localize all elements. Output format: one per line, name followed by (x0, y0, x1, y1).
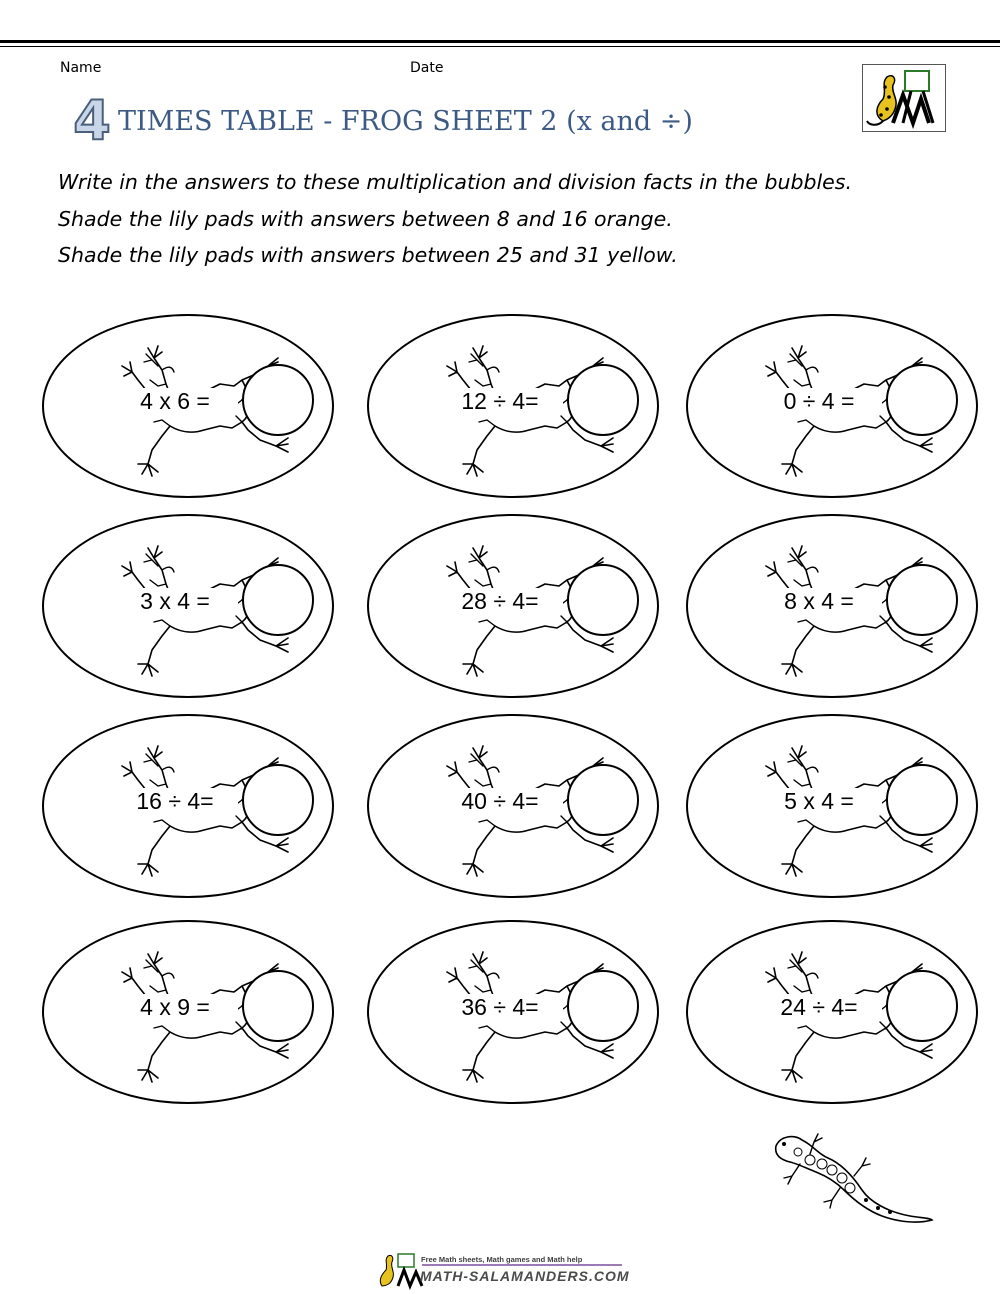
lily-pad[interactable] (367, 920, 659, 1104)
math-fact: 40 ÷ 4= (437, 788, 563, 815)
lily-pad[interactable] (686, 314, 978, 498)
salamander-illustration (770, 1128, 935, 1226)
math-fact: 4 x 6 = (112, 388, 238, 415)
answer-bubble[interactable] (886, 764, 958, 836)
answer-bubble[interactable] (242, 564, 314, 636)
instruction-line: Shade the lily pads with answers between 8 and 16 orange. (58, 206, 673, 231)
lily-pad[interactable] (686, 514, 978, 698)
math-fact: 24 ÷ 4= (756, 994, 882, 1021)
lily-pad[interactable] (686, 714, 978, 898)
math-fact: 12 ÷ 4= (437, 388, 563, 415)
salamander-logo (862, 64, 946, 132)
answer-bubble[interactable] (886, 564, 958, 636)
answer-bubble[interactable] (242, 970, 314, 1042)
top-rule (0, 40, 1000, 43)
lily-pad[interactable] (42, 314, 334, 498)
math-fact: 8 x 4 = (756, 588, 882, 615)
instruction-line: Shade the lily pads with answers between 25 and 31 yellow. (58, 243, 678, 267)
footer-tagline: Free Math sheets, Math games and Math help (421, 1255, 583, 1264)
math-fact: 0 ÷ 4 = (756, 388, 882, 415)
lily-pad[interactable] (367, 314, 659, 498)
lily-pad[interactable] (367, 514, 659, 698)
math-fact: 3 x 4 = (112, 588, 238, 615)
math-fact: 36 ÷ 4= (437, 994, 563, 1021)
math-fact: 28 ÷ 4= (437, 588, 563, 615)
instructions (58, 164, 852, 274)
math-fact: 16 ÷ 4= (112, 788, 238, 815)
lily-pad[interactable] (686, 920, 978, 1104)
lily-pad[interactable] (42, 920, 334, 1104)
lily-pad[interactable] (42, 714, 334, 898)
footer-site-link[interactable]: MATH-SALAMANDERS.COM (420, 1268, 630, 1284)
answer-bubble[interactable] (567, 970, 639, 1042)
math-fact: 5 x 4 = (756, 788, 882, 815)
top-rule-thin (0, 46, 1000, 47)
instruction-line: Write in the answers to these multiplication and division facts in the bubbles. (58, 170, 852, 194)
title-number: 4 (73, 89, 111, 152)
name-label: Name (60, 60, 102, 76)
lily-pad[interactable] (367, 714, 659, 898)
answer-bubble[interactable] (242, 764, 314, 836)
answer-bubble[interactable] (567, 764, 639, 836)
answer-bubble[interactable] (886, 970, 958, 1042)
date-label: Date (410, 60, 444, 76)
answer-bubble[interactable] (567, 564, 639, 636)
answer-bubble[interactable] (242, 364, 314, 436)
answer-bubble[interactable] (886, 364, 958, 436)
answer-bubble[interactable] (567, 364, 639, 436)
math-fact: 4 x 9 = (112, 994, 238, 1021)
lily-pad[interactable] (42, 514, 334, 698)
page-title: TIMES TABLE - FROG SHEET 2 (x and ÷) (118, 106, 693, 137)
